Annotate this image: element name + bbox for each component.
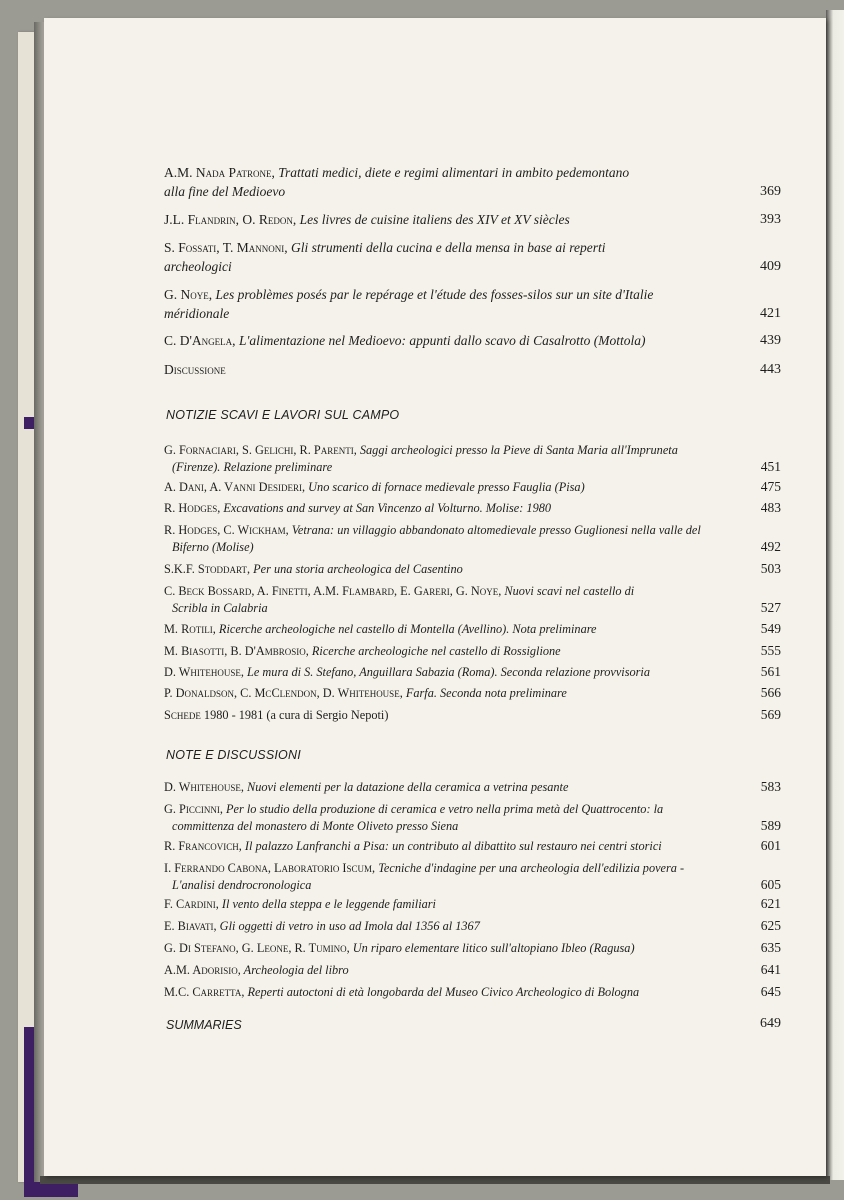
- page-number: 566: [760, 685, 781, 700]
- toc-entry[interactable]: D. Whitehouse, Le mura di S. Stefano, Anguillara Sabazia (Roma). Seconda relazione provvisoria 561: [164, 664, 781, 679]
- toc-entry[interactable]: S. Fossati, T. Mannoni, Gli strumenti della cucina e della mensa in base ai reperti archeologici 409: [164, 240, 781, 274]
- toc-entry[interactable]: M. Biasotti, B. D'Ambrosio, Ricerche archeologiche nel castello di Rossiglione 555: [164, 643, 781, 658]
- facing-page-edge: [826, 10, 844, 1180]
- page-number: 475: [760, 479, 781, 494]
- toc-entry[interactable]: P. Donaldson, C. McClendon, D. Whitehouse, Farfa. Seconda nota preliminare 566: [164, 685, 781, 700]
- toc-entry[interactable]: R. Hodges, C. Wickham, Vetrana: un villaggio abbandonato altomedievale presso Guglionesi nella valle del Biferno (Molise) 492: [164, 523, 781, 554]
- toc-entry[interactable]: E. Biavati, Gli oggetti di vetro in uso ad Imola dal 1356 al 1367 625: [164, 918, 781, 933]
- toc-entry[interactable]: G. Piccinni, Per lo studio della produzione di ceramica e vetro nella prima metà del Quattrocento: la committenza del monastero di Monte Oliveto presso Siena 589: [164, 802, 781, 833]
- page-number: 589: [760, 817, 781, 833]
- toc-entry[interactable]: G. Fornaciari, S. Gelichi, R. Parenti, Saggi archeologici presso la Pieve di Santa Maria all'Impruneta (Firenze). Relazione preliminare 451: [164, 443, 781, 474]
- page-number: 601: [760, 838, 781, 853]
- toc-entry[interactable]: R. Francovich, Il palazzo Lanfranchi a Pisa: un contributo al dibattito sul restauro nei centri storici 601: [164, 838, 781, 853]
- page-number: 549: [760, 621, 781, 636]
- page-number: 409: [760, 259, 781, 274]
- page-number: 369: [760, 184, 781, 199]
- page-number: 635: [760, 940, 781, 955]
- page-number: 641: [760, 962, 781, 977]
- page-number: 645: [760, 984, 781, 999]
- page-number: 483: [760, 500, 781, 515]
- toc-entry[interactable]: A.M. Nada Patrone, Trattati medici, diete e regimi alimentari in ambito pedemontano alla fine del Medioevo 369: [164, 165, 781, 199]
- page-number: 492: [760, 538, 781, 554]
- toc-entry[interactable]: C. Beck Bossard, A. Finetti, A.M. Flambard, E. Gareri, G. Noye, Nuovi scavi nel castello di Scribla in Calabria 527: [164, 584, 781, 615]
- summaries-label: SUMMARIES: [166, 1018, 242, 1032]
- page-number: 625: [760, 918, 781, 933]
- toc-entry[interactable]: M.C. Carretta, Reperti autoctoni di età longobarda del Museo Civico Archeologico di Bologna 645: [164, 984, 781, 999]
- summaries-entry[interactable]: [166, 1018, 781, 1032]
- toc-entry[interactable]: A.M. Adorisio, Archeologia del libro 641: [164, 962, 781, 977]
- toc-entry[interactable]: J.L. Flandrin, O. Redon, Les livres de cuisine italiens des XIV et XV siècles 393: [164, 212, 781, 227]
- toc-entry[interactable]: D. Whitehouse, Nuovi elementi per la datazione della ceramica a vetrina pesante 583: [164, 779, 781, 794]
- toc-entry[interactable]: R. Hodges, Excavations and survey at San Vincenzo al Volturno. Molise: 1980 483: [164, 500, 781, 515]
- page-bottom-edge: [40, 1176, 830, 1184]
- section-heading: NOTIZIE SCAVI E LAVORI SUL CAMPO: [166, 408, 400, 422]
- toc-entry[interactable]: Schede 1980 - 1981 (a cura di Sergio Nepoti) 569: [164, 707, 781, 722]
- page-number: 451: [760, 458, 781, 474]
- toc-entry[interactable]: S.K.F. Stoddart, Per una storia archeologica del Casentino 503: [164, 561, 781, 576]
- toc-entry[interactable]: M. Rotili, Ricerche archeologiche nel castello di Montella (Avellino). Nota preliminare 549: [164, 621, 781, 636]
- toc-entry[interactable]: C. D'Angela, L'alimentazione nel Medioevo: appunti dallo scavo di Casalrotto (Mottola) 439: [164, 333, 781, 348]
- page-number: 561: [760, 664, 781, 679]
- page-number: 393: [760, 212, 781, 227]
- page-number: 443: [760, 362, 781, 377]
- toc-entry[interactable]: G. Noye, Les problèmes posés par le repérage et l'étude des fosses-silos sur un site d'Italie méridionale 421: [164, 287, 781, 321]
- page-number: 649: [760, 1016, 781, 1031]
- page-number: 605: [760, 876, 781, 892]
- page-number: 621: [760, 896, 781, 911]
- page-number: 569: [760, 707, 781, 722]
- toc-entry[interactable]: I. Ferrando Cabona, Laboratorio Iscum, Tecniche d'indagine per una archeologia dell'edilizia povera - L'analisi dendrocronologica 605: [164, 861, 781, 892]
- page-number: 439: [760, 333, 781, 348]
- page-number: 527: [760, 599, 781, 615]
- toc-entry[interactable]: A. Dani, A. Vanni Desideri, Uno scarico di fornace medievale presso Fauglia (Pisa) 475: [164, 479, 781, 494]
- page-number: 421: [760, 306, 781, 321]
- toc-entry[interactable]: F. Cardini, Il vento della steppa e le leggende familiari 621: [164, 896, 781, 911]
- toc-entry[interactable]: G. Di Stefano, G. Leone, R. Tumino, Un riparo elementare litico sull'altopiano Ibleo (Ragusa) 635: [164, 940, 781, 955]
- toc-entry[interactable]: Discussione 443: [164, 362, 781, 377]
- page-number: 503: [760, 561, 781, 576]
- page-number: 555: [760, 643, 781, 658]
- page-number: 583: [760, 779, 781, 794]
- section-heading: NOTE E DISCUSSIONI: [166, 748, 301, 762]
